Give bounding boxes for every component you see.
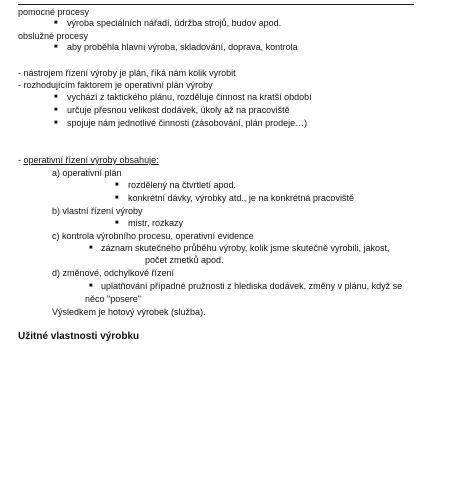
contents-heading-line	[18, 155, 159, 165]
section-c-item-line1: záznam skutečného průběhu výroby, kolik jsme skutečně vyrobili, jakost,	[101, 243, 390, 253]
section-b-label: b) vlastní řízení výroby	[52, 206, 143, 216]
top-rule	[18, 4, 414, 5]
tool-line: - nástrojem řízení výroby je plán, říká nám kolik vyrobit	[18, 68, 236, 78]
section-d-item-line1: uplatňování případné pružnosti z hlediska dodávek, změny v plánu, když se	[101, 281, 403, 291]
section-heading: Užitné vlastnosti výrobku	[18, 331, 140, 342]
bullet-icon: ■	[54, 20, 58, 26]
section-c-item-line2: počet zmetků apod.	[145, 255, 224, 265]
bullet-icon: ■	[115, 182, 119, 188]
factor-item: určuje přesnou velikost dodávek, úkoly až na pracoviště	[67, 105, 290, 115]
section-a-item: rozdělený na čtvrtletí apod.	[128, 180, 237, 190]
section-d-label: d) změnové, odchylkové řízení	[52, 268, 175, 278]
bullet-icon: ■	[54, 107, 58, 113]
bullet-icon: ■	[54, 94, 58, 100]
section-a-label: a) operativní plán	[52, 168, 122, 178]
factor-item: vychází z taktického plánu, rozděluje činnost na kratší období	[67, 92, 312, 102]
bullet-icon: ■	[54, 44, 58, 50]
factor-item: spojuje nám jednotlivé činnosti (zásobování, plán prodeje…)	[67, 118, 308, 128]
supporting-processes-heading: pomocné procesy	[18, 7, 90, 17]
result-line: Výsledkem je hotový výrobek (služba).	[52, 307, 206, 317]
bullet-icon: ■	[54, 120, 58, 126]
contents-dash: -	[18, 155, 24, 165]
service-processes-item: aby proběhla hlavní výroba, skladování, doprava, kontrola	[67, 42, 298, 52]
factor-line: - rozhodujícím faktorem je operativní plán výroby	[18, 80, 213, 90]
bullet-icon: ■	[115, 195, 119, 201]
section-b-item: mistr, rozkazy	[128, 218, 184, 228]
section-d-item-line2: něco "posere"	[85, 294, 141, 304]
contents-heading: operativní řízení výroby obsahuje:	[23, 155, 159, 165]
service-processes-heading: obslužné procesy	[18, 31, 89, 41]
bullet-icon: ■	[115, 220, 119, 226]
section-c-label: c) kontrola výrobního procesu, operativní evidence	[52, 231, 254, 241]
supporting-processes-item: výroba speciálních nářadí, údržba strojů, budov apod.	[67, 18, 282, 28]
section-a-item: konkrétní dávky, výrobky atd., je na konkrétná pracoviště	[128, 193, 354, 203]
bullet-icon: ■	[89, 245, 93, 251]
bullet-icon: ■	[89, 283, 93, 289]
